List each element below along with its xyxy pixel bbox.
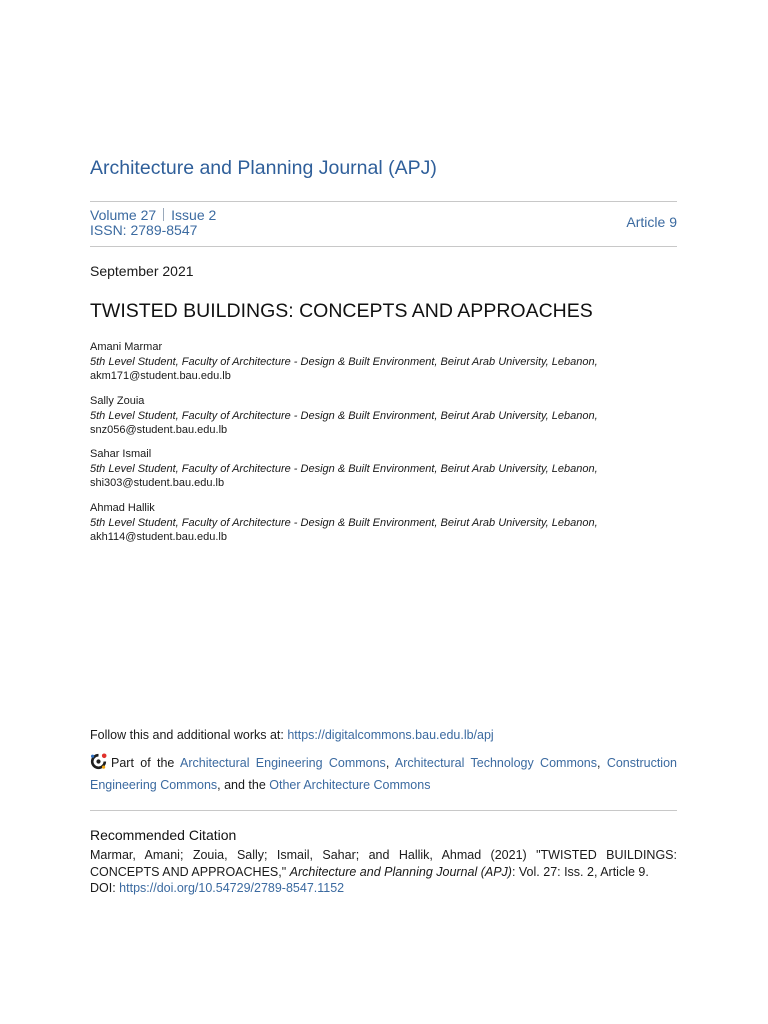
part-of-paragraph: [90, 752, 677, 796]
author-email: shi303@student.bau.edu.lb: [90, 477, 225, 489]
repository-link[interactable]: https://digitalcommons.bau.edu.lb/apj: [287, 728, 494, 742]
journal-title-link[interactable]: Architecture and Planning Journal (APJ): [90, 157, 437, 179]
author-affiliation: 5th Level Student, Faculty of Architecture - Design & Built Environment, Beirut Arab University, Lebanon,: [90, 409, 598, 422]
author-name: Amani Marmar: [90, 341, 163, 353]
author-block: [90, 447, 690, 491]
volume-issue-row: [90, 208, 216, 223]
construction-engineering-commons-link[interactable]: Construction Engineering Commons: [90, 756, 677, 792]
separator-text: , and the: [217, 778, 270, 792]
follow-line: [90, 728, 494, 742]
volume-issue-separator: [163, 208, 164, 221]
citation-end: : Vol. 27: Iss. 2, Article 9.: [511, 865, 649, 879]
volume-link[interactable]: Volume 27: [90, 207, 157, 223]
citation-main: Marmar, Amani; Zouia, Sally; Ismail, Sahar; and Hallik, Ahmad (2021) "TWISTED BUILDINGS: CONCEPTS AND APPROACHES,": [90, 848, 677, 879]
issn: ISSN: 2789-8547: [90, 222, 198, 238]
author-email: snz056@student.bau.edu.lb: [90, 424, 228, 436]
author-block: [90, 340, 690, 384]
part-of-prefix: Part of the: [111, 756, 181, 770]
doi-label: DOI:: [90, 881, 120, 895]
author-name: Ahmad Hallik: [90, 502, 155, 514]
paper-title: TWISTED BUILDINGS: CONCEPTS AND APPROACHES: [90, 300, 593, 322]
architectural-engineering-commons-link[interactable]: Architectural Engineering Commons: [180, 756, 386, 770]
author-affiliation: 5th Level Student, Faculty of Architecture - Design & Built Environment, Beirut Arab University, Lebanon,: [90, 516, 598, 529]
architectural-technology-commons-link[interactable]: Architectural Technology Commons: [394, 756, 598, 770]
author-email: akh114@student.bau.edu.lb: [90, 531, 227, 543]
separator-text: ,: [385, 756, 395, 770]
author-affiliation: 5th Level Student, Faculty of Architecture - Design & Built Environment, Beirut Arab University, Lebanon,: [90, 462, 598, 475]
doi-line: [90, 881, 344, 895]
author-affiliation: 5th Level Student, Faculty of Architecture - Design & Built Environment, Beirut Arab University, Lebanon,: [90, 355, 598, 368]
article-link[interactable]: Article 9: [626, 214, 677, 230]
other-architecture-commons-link[interactable]: Other Architecture Commons: [269, 778, 431, 792]
publication-date: September 2021: [90, 263, 194, 279]
bottom-divider: [90, 810, 677, 811]
issue-link[interactable]: Issue 2: [171, 207, 217, 223]
author-name: Sahar Ismail: [90, 448, 152, 460]
author-block: [90, 394, 690, 438]
citation-text: [90, 847, 677, 881]
citation-journal: Architecture and Planning Journal (APJ): [289, 865, 512, 879]
separator-text: ,: [597, 756, 607, 770]
recommended-citation-heading: Recommended Citation: [90, 827, 237, 843]
author-name: Sally Zouia: [90, 395, 145, 407]
top-divider: [90, 201, 677, 202]
network-icon: [90, 753, 107, 770]
doi-link[interactable]: https://doi.org/10.54729/2789-8547.1152: [119, 881, 345, 895]
author-block: [90, 501, 690, 545]
follow-text: Follow this and additional works at:: [90, 728, 288, 742]
author-email: akm171@student.bau.edu.lb: [90, 370, 231, 382]
middle-divider: [90, 246, 677, 247]
